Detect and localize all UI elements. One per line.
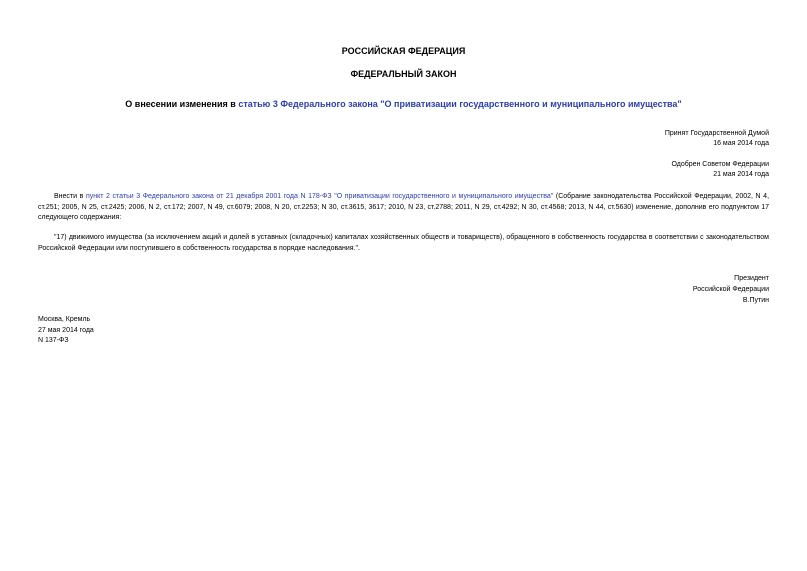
body-paragraph-2: "17) движимого имущества (за исключением акций и долей в уставных (складочных) капиталах хозяйственных обществ и товариществ), обращенного в собственность государства в соответствии с законодательством Российской Федерации или поступившего в собственность государства в порядке наследования.". bbox=[38, 234, 769, 252]
adopted-line2: 16 мая 2014 года bbox=[713, 140, 769, 147]
law-title bbox=[0, 99, 807, 109]
signature-block bbox=[693, 273, 769, 306]
law-title-prefix: О внесении изменения в bbox=[125, 99, 239, 109]
p1-post: (Собрание законодательства Российской Федерации, 2002, N 4, ст.251; 2005, N 25, ст.2425; 2006, N 2, ст.172; 2007, N 49, ст.6079; 2008, N 20, ст.2253; N 30, ст.3615, 3617; 2010, N 23, ст.2788; 2011, N 29, ст.4292; N 30, ст.4568; 2013, N 44, ст.5630) изменение, дополнив его подпунктом 17 следующего содержания: bbox=[38, 193, 770, 221]
approved-line2: 21 мая 2014 года bbox=[713, 171, 769, 178]
approved-line1: Одобрен Советом Федерации bbox=[671, 161, 769, 168]
adopted-block bbox=[665, 129, 769, 149]
approved-block bbox=[671, 160, 769, 180]
place-block bbox=[38, 315, 94, 347]
p1-pre: Внести в bbox=[54, 193, 86, 200]
place-city: Москва, Кремль bbox=[38, 316, 91, 323]
law-title-link[interactable]: статью 3 Федерального закона "О приватизации государственного и муниципального имущества" bbox=[238, 99, 682, 109]
country-heading: РОССИЙСКАЯ ФЕДЕРАЦИЯ bbox=[341, 46, 466, 56]
place-number: N 137-ФЗ bbox=[38, 337, 69, 344]
signature-line2: Российской Федерации bbox=[692, 286, 769, 293]
p1-link[interactable]: пункт 2 статьи 3 Федерального закона от 21 декабря 2001 года N 178-ФЗ "О приватизации государственного и муниципального имущества" bbox=[85, 193, 554, 200]
body-paragraph-1 bbox=[38, 192, 769, 224]
doc-type-heading: ФЕДЕРАЛЬНЫЙ ЗАКОН bbox=[350, 69, 457, 79]
adopted-line1: Принят Государственной Думой bbox=[664, 130, 769, 137]
place-date: 27 мая 2014 года bbox=[38, 326, 94, 334]
signature-line3: В.Путин bbox=[742, 297, 769, 304]
signature-line1: Президент bbox=[734, 275, 769, 282]
